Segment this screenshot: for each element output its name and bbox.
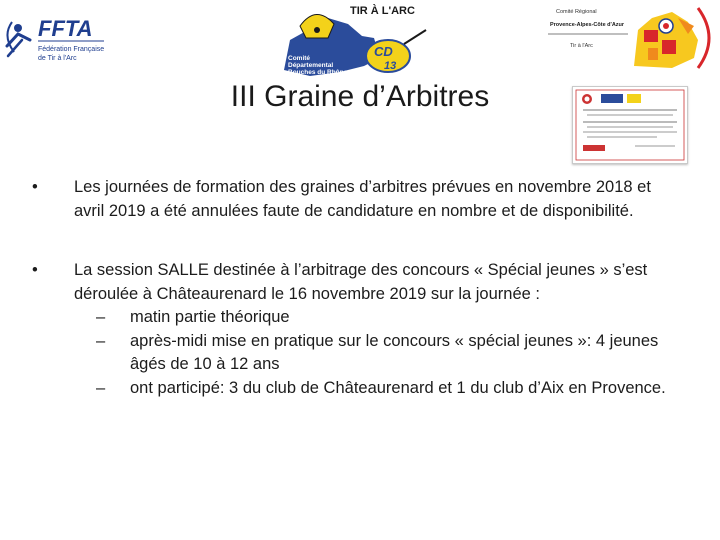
sub-item [96,306,682,330]
region-line-1: Comité Régional [556,9,597,15]
cd-logo-line-2: Départemental [288,62,334,69]
arrow-icon [404,30,426,44]
cd-logo-line-1: Comité [288,55,311,62]
slide-body [32,176,682,400]
ffta-logo-name: FFTA [38,16,93,41]
region-line-3: Tir à l'Arc [570,43,593,49]
bullet-text: La session SALLE destinée à l’arbitrage des concours « Spécial jeunes » s’est déroulée à Châteaurenard le 16 novembre 2019 sur la journée : [74,261,648,303]
cd13-logo [270,0,430,82]
cd-badge-text: CD [374,44,393,59]
slide-title: III Graine d’Arbitres [230,80,490,113]
bullet-marker: • [32,261,38,279]
regional-committee-logo [548,4,718,72]
cd-badge-number: 13 [384,60,397,72]
sub-item [96,377,682,401]
ffta-tagline-1: Fédération Française [38,46,105,53]
sub-list [96,306,682,400]
cd-logo-top-text: TIR À L'ARC [350,5,415,17]
bow-icon [698,8,709,68]
region-line-2: Provence-Alpes-Côte d'Azur [550,22,625,28]
sub-item [96,330,682,377]
ffta-logo [4,6,114,66]
bullet-item [32,176,682,223]
bullet-marker: • [32,178,38,196]
bullet-text: Les journées de formation des graines d’arbitres prévues en novembre 2018 et avril 2019 a été annulées faute de candidature en nombre et de disponibilité. [74,178,651,220]
paca-region-map-icon [634,12,698,68]
archer-helmet-icon [300,14,334,38]
bullet-item [32,259,682,400]
sub-text: après-midi mise en pratique sur le concours « spécial jeunes »: 4 jeunes âgés de 10 à 12 ans [130,331,659,373]
archer-icon [7,22,30,56]
sub-text: ont participé: 3 du club de Châteaurenard et 1 du club d’Aix en Provence. [130,378,666,397]
cd-logo-line-3: Bouches du Rhône [288,69,348,76]
sub-marker: – [96,378,106,397]
ffta-tagline-2: de Tir à l'Arc [38,55,77,62]
sub-text: matin partie théorique [130,308,290,326]
sub-marker: – [96,331,106,350]
sub-marker: – [96,308,106,326]
